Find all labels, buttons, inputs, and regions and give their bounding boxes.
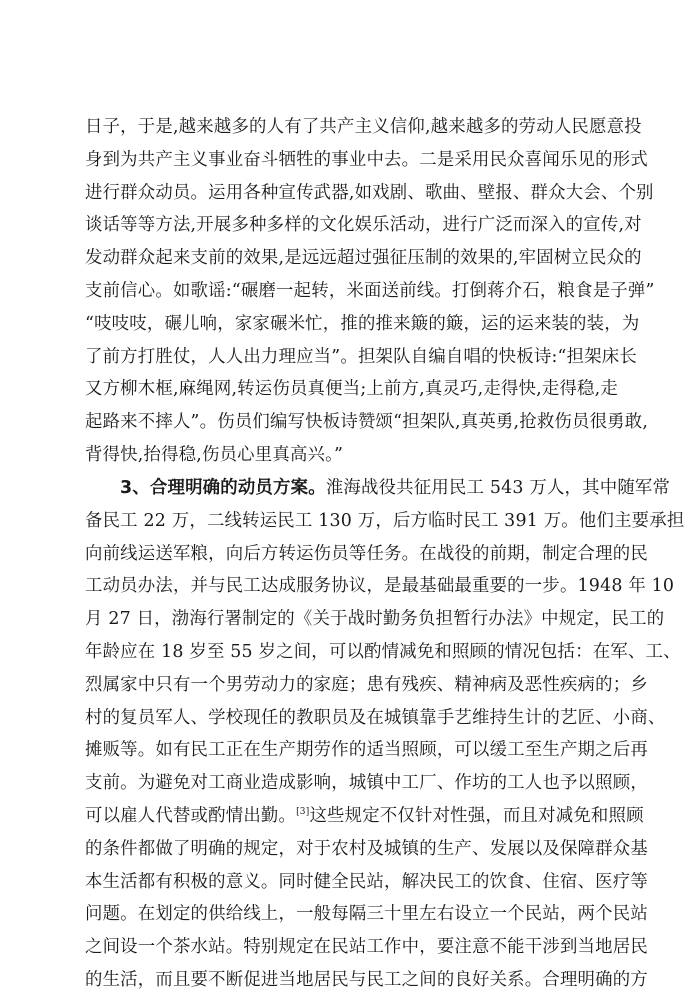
text-line: 工动员办法，并与民工达成服务协议，是最基础最重要的一步。1948 年 10: [85, 576, 675, 597]
text-line: 又方柳木框,麻绳网,转运伤员真便当;上前方,真灵巧,走得快,走得稳,走: [85, 379, 618, 400]
text-segment: 可以雇人代替或酌情出勤。: [85, 805, 297, 826]
paragraph-propaganda: [85, 111, 655, 472]
text-line: 备民工 22 万，二线转运民工 130 万，后方临时民工 391 万。他们主要承担: [85, 510, 685, 531]
text-line: 的生活，而且要不断促进当地居民与民工之间的良好关系。合理明确的方: [85, 969, 648, 990]
text-line: 起路来不摔人”。伤员们编写快板诗赞颂“担架队,真英勇,抢救伤员很勇敢,: [85, 412, 649, 433]
heading-line: [85, 472, 671, 505]
text-line: 的条件都做了明确的规定，对于农村及城镇的生产、发展以及保障群众基: [85, 838, 648, 859]
text-line: 支前信心。如歌谣:“碾磨一起转，米面送前线。打倒蒋介石，粮食是子弹”: [85, 280, 655, 301]
text-line: 进行群众动员。运用各种宣传武器,如戏剧、歌曲、壁报、群众大会、个别: [85, 182, 654, 203]
text-line: 烈属家中只有一个男劳动力的家庭；患有残疾、精神病及恶性疾病的；乡: [85, 674, 648, 695]
text-line: 摊贩等。如有民工正在生产期劳作的适当照顾，可以缓工至生产期之后再: [85, 740, 648, 761]
text-line: 月 27 日，渤海行署制定的《关于战时勤务负担暂行办法》中规定，民工的: [85, 609, 665, 630]
text-line: 之间设一个茶水站。特别规定在民站工作中，要注意不能干涉到当地居民: [85, 937, 648, 958]
text-line: 背得快,抬得稳,伤员心里真高兴。”: [85, 444, 344, 465]
text-segment: 这些规定不仅针对性强，而且对减免和照顾: [309, 805, 644, 826]
text-line: 了前方打胜仗，人人出力理应当”。担架队自编自唱的快板诗:“担架床长: [85, 346, 637, 367]
text-line: 谈话等等方法,开展多种多样的文化娱乐活动，进行广泛而深入的宣传,对: [85, 215, 642, 236]
footnote-reference[interactable]: [3]: [296, 807, 310, 818]
text-line: “吱吱吱，碾儿响，家家碾米忙，推的推来簸的簸，运的运来装的装，为: [85, 313, 640, 334]
section-heading: 3、合理明确的动员方案。: [120, 478, 326, 498]
footnote-line: [85, 800, 644, 833]
text-line: 问题。在划定的供给线上，一般每隔三十里左右设立一个民站，两个民站: [85, 904, 648, 925]
text-line: 向前线运送军粮，向后方转运伤员等任务。在战役的前期，制定合理的民: [85, 543, 648, 564]
text-line: 村的复员军人、学校现任的教职员及在城镇靠手艺维持生计的艺匠、小商、: [85, 707, 666, 728]
text-line: 年龄应在 18 岁至 55 岁之间，可以酌情减免和照顾的情况包括：在军、工、: [85, 641, 681, 662]
text-line: 日子，于是,越来越多的人有了共产主义信仰,越来越多的劳动人民愿意投: [85, 117, 642, 137]
text-line: 支前。为避免对工商业造成影响，城镇中工厂、作坊的工人也予以照顾，: [85, 773, 648, 794]
text-line: 本生活都有积极的意义。同时健全民站，解决民工的饮食、住宿、医疗等: [85, 871, 648, 892]
text-line: 发动群众起来支前的效果,是远远超过强征压制的效果的,牢固树立民众的: [85, 248, 642, 269]
text-segment: 淮海战役共征用民工 543 万人，其中随军常: [325, 478, 671, 498]
text-line: 身到为共产主义事业奋斗牺牲的事业中去。二是采用民众喜闻乐见的形式: [85, 149, 648, 170]
paragraph-mobilization-plan: [85, 472, 685, 997]
